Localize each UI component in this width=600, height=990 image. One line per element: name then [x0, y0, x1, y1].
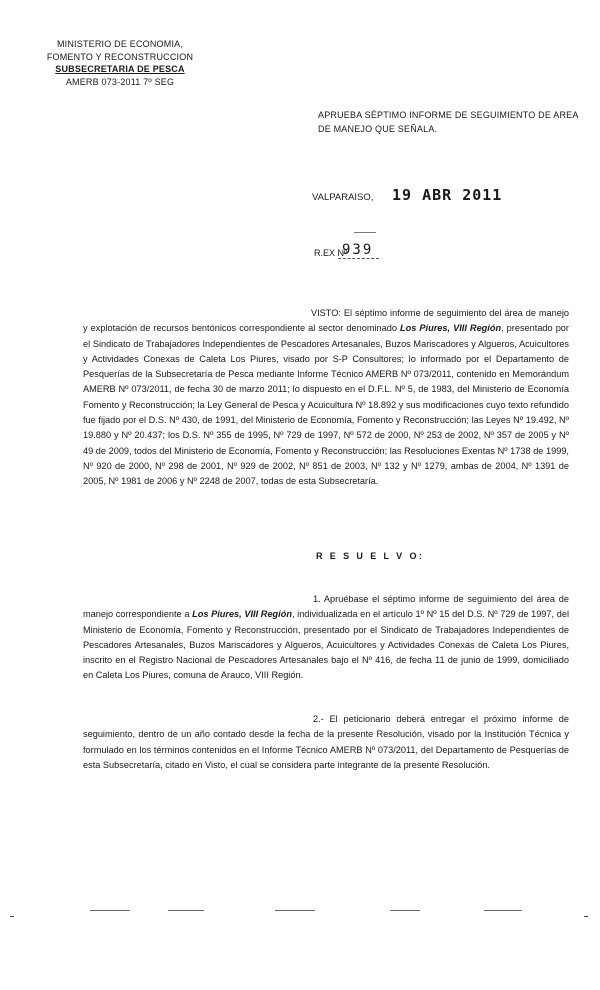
- footer-mark-2: [168, 910, 204, 911]
- footer-mark-1: [90, 910, 130, 911]
- resolution-item-1: [83, 592, 569, 684]
- visto-text-2: , presentado por el Sindicato de Trabajadores Independientes de Pescadores Artesanales, Buzos Mariscadores y Algueros, Acuicultores y Actividades Conexas de Caleta Los Piures, visado por S-P Consultores; lo informado por el Departamento de Pesquerías de la Subsecretaría de Pesca mediante Informe Técnico AMERB Nº 073/2011, contenido en Memorándum AMERB Nº 073/2011, de fecha 30 de marzo 2011; lo dispuesto en el D.F.L. Nº 5, de 1983, del Ministerio de Economía Fomento y Reconstrucción; la Ley General de Pesca y Acuicultura Nº 18.892 y sus modificaciones cuyo texto refundido fue fijado por el D.S. Nº 430, de 1991, del Ministerio de Economía, Fomento y Reconstrucción; las Leyes Nº 19.492, Nº 19.880 y Nº 20.437; los D.S. Nº 355 de 1995, Nº 729 de 1997, Nº 572 de 2000, Nº 253 de 2002, Nº 357 de 2005 y Nº 49 de 2009, todos del Ministerio de Economía, Fomento y Reconstrucción; las Resoluciones Exentas Nº 1738 de 1999, Nº 920 de 2000, Nº 298 de 2001, Nº 929 de 2002, Nº 851 de 2003, Nº 132 y Nº 1279, ambas de 2004, Nº 1391 de 2005, Nº 1981 de 2006 y Nº 2248 de 2007, todas de esta Subsecretaría.: [83, 323, 569, 487]
- visto-paragraph: [83, 306, 569, 490]
- footer-mark-5: [484, 910, 522, 911]
- letterhead: [40, 38, 200, 88]
- footer-tick-right: [584, 916, 588, 917]
- letterhead-subsecretary: SUBSECRETARIA DE PESCA: [55, 64, 185, 74]
- item1-text-2: , individualizada en el artículo 1º Nº 15 del D.S. Nº 729 de 1997, del Ministerio de Economía, Fomento y Reconstrucción, presentado por el Sindicato de Trabajadores Independientes de Pescadores Artesanales, Buzos Mariscadores y Algueros, Acuicultores y Actividades Conexas de Caleta Los Piures, inscrito en el Registro Nacional de Pescadores Artesanales bajo el Nº 416, de fecha 11 de junio de 1999, domiciliado en Caleta Los Piures, comuna de Arauco, VIII Región.: [83, 609, 569, 681]
- visto-sector: Los Piures, VIII Región: [400, 323, 502, 334]
- letterhead-ministry: MINISTERIO DE ECONOMIA,: [56, 39, 184, 49]
- letterhead-file-code: AMERB 073-2011 7º SEG: [65, 76, 175, 87]
- resuelvo-heading: R E S U E L V O:: [316, 551, 425, 561]
- footer-mark-3: [275, 910, 315, 911]
- footer-tick-left: [10, 916, 14, 917]
- resolution-label: R.EX Nº: [314, 248, 348, 258]
- visto-text-1: VISTO: El séptimo informe de seguimiento del área de manejo y explotación de recursos bentónicos correspondiente al sector denominado: [83, 308, 569, 334]
- document-reference: APRUEBA SÉPTIMO INFORME DE SEGUIMIENTO DE AREA DE MANEJO QUE SEÑALA.: [318, 110, 579, 134]
- number-mark: [354, 232, 376, 233]
- footer-mark-4: [390, 910, 420, 911]
- document-place: VALPARAISO,: [312, 192, 374, 203]
- resolution-number: 939: [338, 242, 379, 259]
- item1-text-1: 1. Apruébase el séptimo informe de seguimiento del área de manejo correspondiente a: [83, 594, 569, 620]
- letterhead-ministry-cont: FOMENTO Y RECONSTRUCCION: [46, 51, 194, 62]
- item1-sector: Los Piures, VIII Región: [192, 609, 292, 620]
- resolution-item-2: 2.- El peticionario deberá entregar el próximo informe de seguimiento, dentro de un año contado desde la fecha de la presente Resolución, visado por la Institución Técnica y formulado en los términos contenidos en el Informe Técnico AMERB Nº 073/2011, del Departamento de Pesquerías de esta Subsecretaría, citado en Visto, el cual se considera parte integrante de la presente Resolución.: [83, 714, 569, 770]
- document-date-stamp: 19 ABR 2011: [392, 186, 503, 204]
